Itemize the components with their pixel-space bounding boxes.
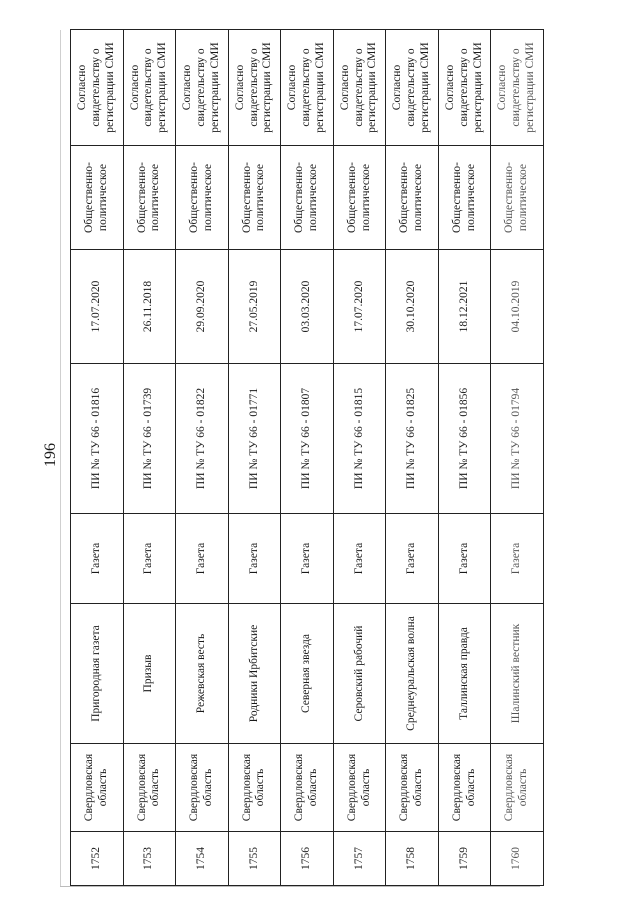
- registration-number-cell: ПИ № ТУ 66 - 01807: [281, 364, 334, 514]
- media-type-cell: Газета: [386, 514, 439, 604]
- registration-date-cell: 04.10.2019: [491, 250, 544, 364]
- media-type-cell: Газета: [228, 514, 281, 604]
- region-cell: Свердловская область: [491, 744, 544, 832]
- topic-cell: Общественно-политическое: [281, 146, 334, 250]
- topic-cell: Общественно-политическое: [491, 146, 544, 250]
- note-cell: Согласно свидетельству о регистрации СМИ: [228, 30, 281, 146]
- table-row: [438, 30, 491, 886]
- publication-name-cell: Шалинский вестник: [491, 604, 544, 744]
- media-type-cell: Газета: [438, 514, 491, 604]
- note-cell: Согласно свидетельству о регистрации СМИ: [491, 30, 544, 146]
- topic-cell: Общественно-политическое: [176, 146, 229, 250]
- row-number: 1756: [281, 832, 334, 886]
- registration-date-cell: 27.05.2019: [228, 250, 281, 364]
- row-number: 1759: [438, 832, 491, 886]
- table-body: [71, 30, 544, 886]
- note-cell: Согласно свидетельству о регистрации СМИ: [333, 30, 386, 146]
- row-number: 1753: [123, 832, 176, 886]
- table-row: [176, 30, 229, 886]
- publication-name-cell: Серовский рабочий: [333, 604, 386, 744]
- media-type-cell: Газета: [491, 514, 544, 604]
- media-type-cell: Газета: [281, 514, 334, 604]
- note-cell: Согласно свидетельству о регистрации СМИ: [281, 30, 334, 146]
- table-row: [228, 30, 281, 886]
- table-row: [123, 30, 176, 886]
- registration-number-cell: ПИ № ТУ 66 - 01825: [386, 364, 439, 514]
- note-cell: Согласно свидетельству о регистрации СМИ: [123, 30, 176, 146]
- registration-date-cell: 17.07.2020: [71, 250, 124, 364]
- topic-cell: Общественно-политическое: [228, 146, 281, 250]
- row-number: 1758: [386, 832, 439, 886]
- registration-number-cell: ПИ № ТУ 66 - 01856: [438, 364, 491, 514]
- table-row: [333, 30, 386, 886]
- registration-number-cell: ПИ № ТУ 66 - 01815: [333, 364, 386, 514]
- registration-date-cell: 03.03.2020: [281, 250, 334, 364]
- publication-name-cell: Режевская весть: [176, 604, 229, 744]
- publication-name-cell: Среднеуральская волна: [386, 604, 439, 744]
- registry-table-rotated: [70, 30, 544, 886]
- region-cell: Свердловская область: [123, 744, 176, 832]
- publication-name-cell: Северная звезда: [281, 604, 334, 744]
- note-cell: Согласно свидетельству о регистрации СМИ: [71, 30, 124, 146]
- topic-cell: Общественно-политическое: [123, 146, 176, 250]
- region-cell: Свердловская область: [176, 744, 229, 832]
- note-cell: Согласно свидетельству о регистрации СМИ: [438, 30, 491, 146]
- region-cell: Свердловская область: [333, 744, 386, 832]
- registration-number-cell: ПИ № ТУ 66 - 01794: [491, 364, 544, 514]
- media-type-cell: Газета: [176, 514, 229, 604]
- registration-date-cell: 18.12.2021: [438, 250, 491, 364]
- topic-cell: Общественно-политическое: [386, 146, 439, 250]
- media-type-cell: Газета: [71, 514, 124, 604]
- table-row: [386, 30, 439, 886]
- publication-name-cell: Таллинская правда: [438, 604, 491, 744]
- media-type-cell: Газета: [123, 514, 176, 604]
- topic-cell: Общественно-политическое: [71, 146, 124, 250]
- registry-table: [70, 29, 544, 886]
- publication-name-cell: Призыв: [123, 604, 176, 744]
- region-cell: Свердловская область: [438, 744, 491, 832]
- table-row: [491, 30, 544, 886]
- row-number: 1757: [333, 832, 386, 886]
- note-cell: Согласно свидетельству о регистрации СМИ: [386, 30, 439, 146]
- registration-date-cell: 17.07.2020: [333, 250, 386, 364]
- registration-date-cell: 26.11.2018: [123, 250, 176, 364]
- row-number: 1760: [491, 832, 544, 886]
- publication-name-cell: Пригородная газета: [71, 604, 124, 744]
- page-edge-line: [60, 886, 540, 887]
- registration-number-cell: ПИ № ТУ 66 - 01816: [71, 364, 124, 514]
- registration-number-cell: ПИ № ТУ 66 - 01822: [176, 364, 229, 514]
- publication-name-cell: Родники Ирбитские: [228, 604, 281, 744]
- row-number: 1752: [71, 832, 124, 886]
- page-number: 196: [42, 443, 59, 467]
- row-number: 1754: [176, 832, 229, 886]
- region-cell: Свердловская область: [281, 744, 334, 832]
- note-cell: Согласно свидетельству о регистрации СМИ: [176, 30, 229, 146]
- topic-cell: Общественно-политическое: [438, 146, 491, 250]
- registration-date-cell: 29.09.2020: [176, 250, 229, 364]
- topic-cell: Общественно-политическое: [333, 146, 386, 250]
- region-cell: Свердловская область: [228, 744, 281, 832]
- registration-date-cell: 30.10.2020: [386, 250, 439, 364]
- row-number: 1755: [228, 832, 281, 886]
- registration-number-cell: ПИ № ТУ 66 - 01771: [228, 364, 281, 514]
- region-cell: Свердловская область: [71, 744, 124, 832]
- table-row: [281, 30, 334, 886]
- registration-number-cell: ПИ № ТУ 66 - 01739: [123, 364, 176, 514]
- region-cell: Свердловская область: [386, 744, 439, 832]
- table-row: [71, 30, 124, 886]
- registry-table-frame: [70, 30, 544, 886]
- media-type-cell: Газета: [333, 514, 386, 604]
